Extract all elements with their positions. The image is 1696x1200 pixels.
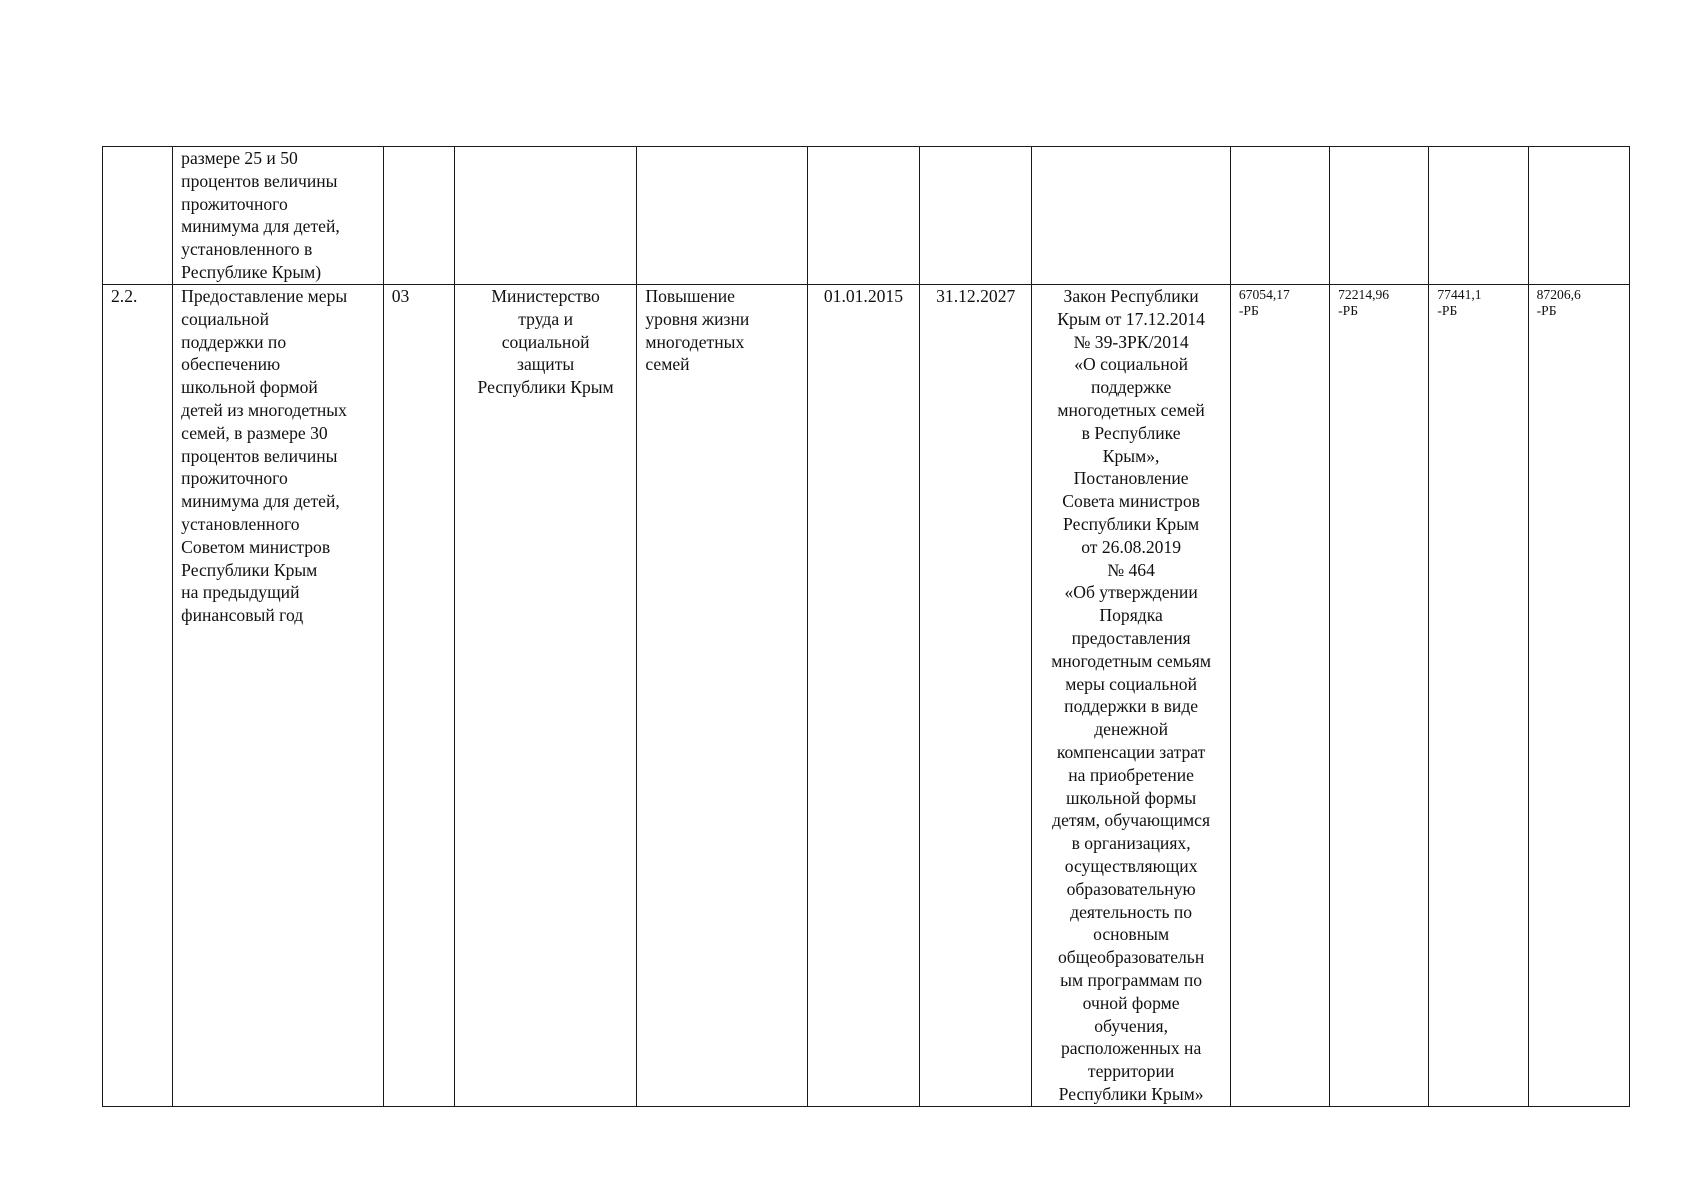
end-date-cell: [920, 147, 1032, 285]
row-number: 2.2.: [103, 285, 173, 1107]
goal-cell: [637, 147, 807, 285]
amount-year-4: 87206,6 -РБ: [1528, 285, 1629, 1107]
legal-basis-cell: [1032, 147, 1231, 285]
start-date: 01.01.2015: [807, 285, 919, 1107]
table-row: [103, 147, 1630, 285]
code-cell: [383, 147, 454, 285]
executor-cell: [454, 147, 636, 285]
amount-year-1: 67054,17 -РБ: [1230, 285, 1329, 1107]
amount-year-2: 72214,96 -РБ: [1330, 285, 1429, 1107]
goal: Повышение уровня жизни многодетных семей: [637, 285, 807, 1107]
amount-cell: [1429, 147, 1528, 285]
measure-description: Предоставление меры социальной поддержки по обеспечению школьной формой детей из многодетных семей, в размере 30 процентов величины прожиточного минимума для детей, установленного Советом министров Республики Крым на предыдущий финансовый год: [173, 285, 384, 1107]
table-row: [103, 285, 1630, 1107]
program-table: [102, 146, 1630, 1107]
row-code: 03: [383, 285, 454, 1107]
start-date-cell: [807, 147, 919, 285]
amount-cell: [1330, 147, 1429, 285]
amount-cell: [1230, 147, 1329, 285]
end-date: 31.12.2027: [920, 285, 1032, 1107]
description-cell: размере 25 и 50 процентов величины прожиточного минимума для детей, установленного в Республике Крым): [173, 147, 384, 285]
executor: Министерство труда и социальной защиты Республики Крым: [454, 285, 636, 1107]
amount-cell: [1528, 147, 1629, 285]
number-cell: [103, 147, 173, 285]
amount-year-3: 77441,1 -РБ: [1429, 285, 1528, 1107]
legal-basis: Закон Республики Крым от 17.12.2014 № 39-ЗРК/2014 «О социальной поддержке многодетных семей в Республике Крым», Постановление Совета министров Республики Крым от 26.08.2019 № 464 «Об утверждении Порядка предоставления многодетным семьям меры социальной поддержки в виде денежной компенсации затрат на приобретение школьной формы детям, обучающимся в организациях, осуществляющих образовательную деятельность по основным общеобразовательн ым программам по очной форме обучения, расположенных на территории Республики Крым»: [1032, 285, 1231, 1107]
